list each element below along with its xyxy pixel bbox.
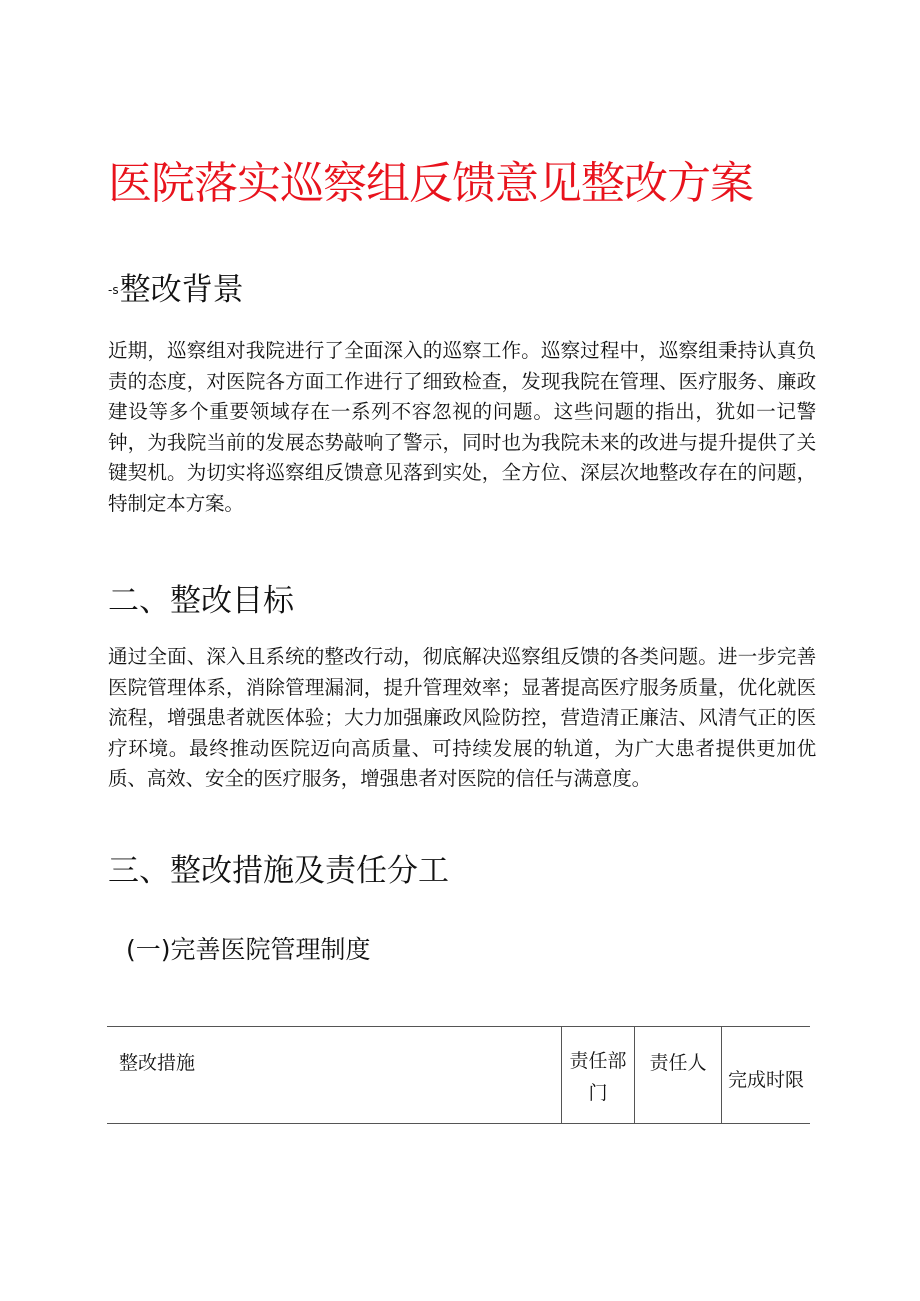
section-heading-text: 整改背景 xyxy=(119,272,244,308)
table-header-deadline-label: 完成时限 xyxy=(727,1069,804,1091)
section-heading-measures: 三、整改措施及责任分工 xyxy=(108,853,449,889)
section-heading-background xyxy=(108,270,244,310)
table-header-measure-label: 整改措施 xyxy=(119,1052,196,1074)
subsection-heading-management: (一)完善医院管理制度 xyxy=(126,935,371,964)
paragraph-goals: 通过全面、深入且系统的整改行动，彻底解决巡察组反馈的各类问题。进一步完善医院管理体系，消除管理漏洞，提升管理效率；显著提高医疗服务质量，优化就医流程，增强患者就医体验；大力加强廉政风险防控，营造清正廉洁、风清气正的医疗环境。最终推动医院迈向高质量、可持续发展的轨道，为广大患者提供更加优质、高效、安全的医疗服务，增强患者对医院的信任与满意度。 xyxy=(108,645,816,790)
section-heading-goals: 二、整改目标 xyxy=(108,583,294,619)
document-title: 医院落实巡察组反馈意见整改方案 xyxy=(108,158,753,209)
paragraph-background: 近期，巡察组对我院进行了全面深入的巡察工作。巡察过程中，巡察组秉持认真负责的态度，对医院各方面工作进行了细致检查，发现我院在管理、医疗服务、廉政建设等多个重要领域存在一系列不容忽视的问题。这些问题的指出，犹如一记警钟，为我院当前的发展态势敲响了警示，同时也为我院未来的改进与提升提供了关键契机。为切实将巡察组反馈意见落到实处，全方位、深层次地整改存在的问题，特制定本方案。 xyxy=(108,339,816,515)
section-marker: -s xyxy=(108,283,119,297)
table-header-person xyxy=(635,1027,722,1124)
measures-table xyxy=(107,1026,810,1124)
table-header-row xyxy=(107,1027,810,1124)
table-header-deadline xyxy=(722,1027,811,1124)
table-header-department xyxy=(562,1027,635,1124)
table-header-department-label: 责任部门 xyxy=(569,1050,627,1104)
table-header-person-label: 责任人 xyxy=(649,1052,707,1074)
table-header-measure xyxy=(107,1027,562,1124)
